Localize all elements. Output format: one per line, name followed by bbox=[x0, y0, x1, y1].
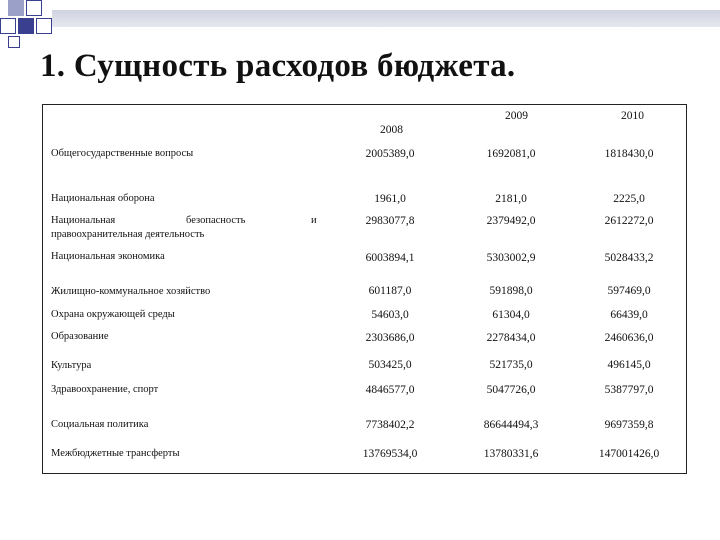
value-2008: 503425,0 bbox=[368, 359, 412, 371]
header-2008: 2008 bbox=[380, 124, 403, 136]
page-title: 1. Сущность расходов бюджета. bbox=[40, 48, 516, 84]
row-label: Жилищно-коммунальное хозяйство bbox=[51, 286, 211, 297]
value-2008: 601187,0 bbox=[368, 285, 412, 297]
slide-decoration bbox=[0, 0, 720, 50]
value-2010: 5028433,2 bbox=[604, 252, 654, 264]
value-2009: 2278434,0 bbox=[486, 332, 536, 344]
value-2010: 5387797,0 bbox=[604, 384, 654, 396]
value-2010: 2612272,0 bbox=[604, 215, 654, 227]
row-label: Межбюджетные трансферты bbox=[51, 448, 180, 459]
row-label-part: правоохранительная деятельность bbox=[51, 229, 205, 240]
row-label: Общегосударственные вопросы bbox=[51, 148, 194, 159]
value-2010: 2225,0 bbox=[613, 193, 645, 205]
value-2009: 5047726,0 bbox=[486, 384, 536, 396]
row-label: Образование bbox=[51, 331, 109, 342]
row-label: Культура bbox=[51, 360, 92, 371]
value-2009: 521735,0 bbox=[489, 359, 533, 371]
header-2010: 2010 bbox=[621, 110, 644, 122]
value-2008: 2005389,0 bbox=[365, 148, 415, 160]
budget-table bbox=[42, 104, 687, 474]
value-2009: 2181,0 bbox=[495, 193, 527, 205]
deco-square bbox=[36, 18, 52, 34]
value-2010: 147001426,0 bbox=[598, 448, 660, 460]
value-2009: 591898,0 bbox=[489, 285, 533, 297]
value-2008: 4846577,0 bbox=[365, 384, 415, 396]
value-2010: 66439,0 bbox=[610, 309, 648, 321]
value-2009: 1692081,0 bbox=[486, 148, 536, 160]
row-label: Охрана окружающей среды bbox=[51, 309, 175, 320]
value-2009: 61304,0 bbox=[492, 309, 530, 321]
value-2009: 86644494,3 bbox=[483, 419, 539, 431]
deco-square bbox=[26, 0, 42, 16]
row-label-part: Национальная bbox=[51, 215, 116, 226]
deco-square bbox=[18, 18, 34, 34]
value-2010: 496145,0 bbox=[607, 359, 651, 371]
value-2009: 5303002,9 bbox=[486, 252, 536, 264]
value-2008: 6003894,1 bbox=[365, 252, 415, 264]
value-2010: 9697359,8 bbox=[604, 419, 654, 431]
value-2008: 13769534,0 bbox=[362, 448, 418, 460]
deco-square bbox=[8, 0, 24, 16]
value-2008: 2303686,0 bbox=[365, 332, 415, 344]
deco-square bbox=[8, 36, 20, 48]
row-label: Национальная экономика bbox=[51, 251, 165, 262]
row-label: Социальная политика bbox=[51, 419, 149, 430]
title-bar-stripe bbox=[52, 10, 720, 27]
value-2010: 597469,0 bbox=[607, 285, 651, 297]
row-label: Национальная оборона bbox=[51, 193, 155, 204]
header-2009: 2009 bbox=[505, 110, 528, 122]
value-2009: 2379492,0 bbox=[486, 215, 536, 227]
value-2008: 1961,0 bbox=[374, 193, 406, 205]
value-2008: 2983077,8 bbox=[365, 215, 415, 227]
value-2008: 54603,0 bbox=[371, 309, 409, 321]
value-2010: 1818430,0 bbox=[604, 148, 654, 160]
row-label-part: безопасность bbox=[186, 215, 246, 226]
value-2010: 2460636,0 bbox=[604, 332, 654, 344]
value-2009: 13780331,6 bbox=[483, 448, 539, 460]
row-label: Здравоохранение, спорт bbox=[51, 384, 159, 395]
row-label-part: и bbox=[311, 215, 317, 226]
deco-square bbox=[0, 18, 16, 34]
value-2008: 7738402,2 bbox=[365, 419, 415, 431]
